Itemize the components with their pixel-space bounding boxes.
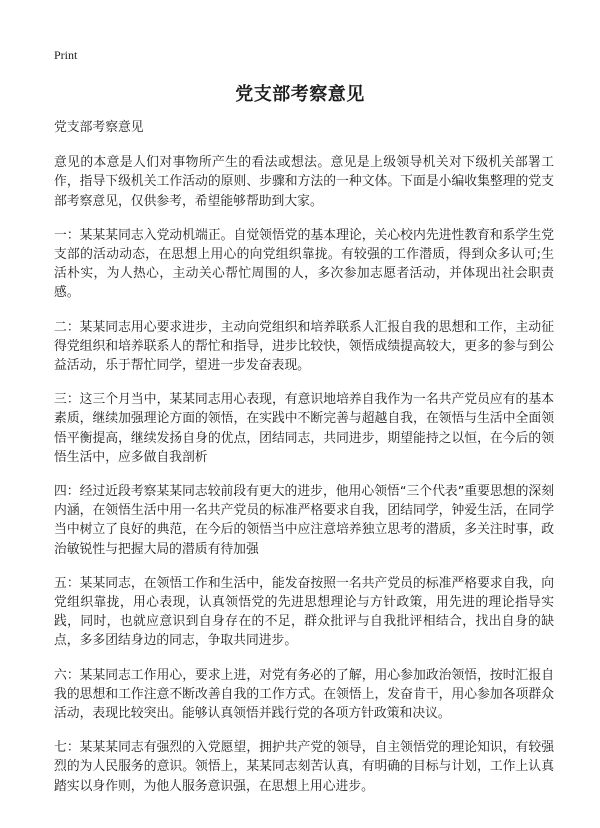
opinion-paragraph-2: 二：某某同志用心要求进步，主动向党组织和培养联系人汇报自我的思想和工作，主动征得党组织和培养联系人的帮忙和指导，进步比较快，领悟成绩提高较大，更多的参与到公益活动，乐于帮忙同学，望进一步发奋表现。 xyxy=(54,319,554,374)
opinion-paragraph-1: 一：某某某同志入党动机端正。自觉领悟党的基本理论，关心校内先进性教育和系学生党支部的活动动态，在思想上用心的向党组织靠拢。有较强的工作潜质，得到众多认可;生活朴实，为人热心，主动关心帮忙周围的人，多次参加志愿者活动，并体现出社会职责感。 xyxy=(54,227,554,301)
opinion-paragraph-5: 五：某某同志，在领悟工作和生活中，能发奋按照一名共产党员的标准严格要求自我，向党组织靠拢，用心表现，认真领悟党的先进思想理论与方针政策，用先进的理论指导实践，同时，也就应意识到自身存在的不足，群众批评与自我批评相结合，找出自身的缺点，多多团结身边的同志，争取共同进步。 xyxy=(54,575,554,649)
print-link[interactable]: Print xyxy=(54,48,78,62)
opinion-paragraph-7: 七：某某某同志有强烈的入党愿望，拥护共产党的领导，自主领悟党的理论知识，有较强烈的为人民服务的意识。领悟上，某某同志刻苦认真，有明确的目标与计划，工作上认真踏实以身作则，为他人服务意识强，在思想上用心进步。 xyxy=(54,740,554,794)
document-title: 党支部考察意见 xyxy=(235,84,365,105)
document-subtitle: 党支部考察意见 xyxy=(54,120,144,135)
opinion-paragraph-3: 三：这三个月当中，某某同志用心表现，有意识地培养自我作为一名共产党员应有的基本素质，继续加强理论方面的领悟，在实践中不断完善与超越自我，在领悟与生活中全面领悟平衡提高，继续发扬自身的优点，团结同志，共同进步，期望能持之以恒，在今后的领悟生活中，应多做自我剖析 xyxy=(54,392,554,465)
opinion-paragraph-6: 六：某某同志工作用心，要求上进，对党有务必的了解，用心参加政治领悟，按时汇报自我的思想和工作注意不断改善自我的工作方式。在领悟上，发奋肯干，用心参加各项群众活动，表现比较突出。能够认真领悟并践行党的各项方针政策和决议。 xyxy=(54,667,554,722)
opinion-paragraph-4: 四：经过近段考察某某同志较前段有更大的进步，他用心领悟“三个代表”重要思想的深刻内涵，在领悟生活中用一名共产党员的标准严格要求自我，团结同学，钟爱生活，在同学当中树立了良好的典范，在今后的领悟当中应注意培养独立思考的潜质，多关注时事，政治敏锐性与把握大局的潜质有待加强 xyxy=(54,484,554,557)
document-body xyxy=(54,118,554,811)
intro-paragraph: 意见的本意是人们对事物所产生的看法或想法。意见是上级领导机关对下级机关部署工作，指导下级机关工作活动的原则、步骤和方法的一种文体。下面是小编收集整理的党支部考察意见，仅供参考，希望能够帮助到大家。 xyxy=(54,155,554,209)
